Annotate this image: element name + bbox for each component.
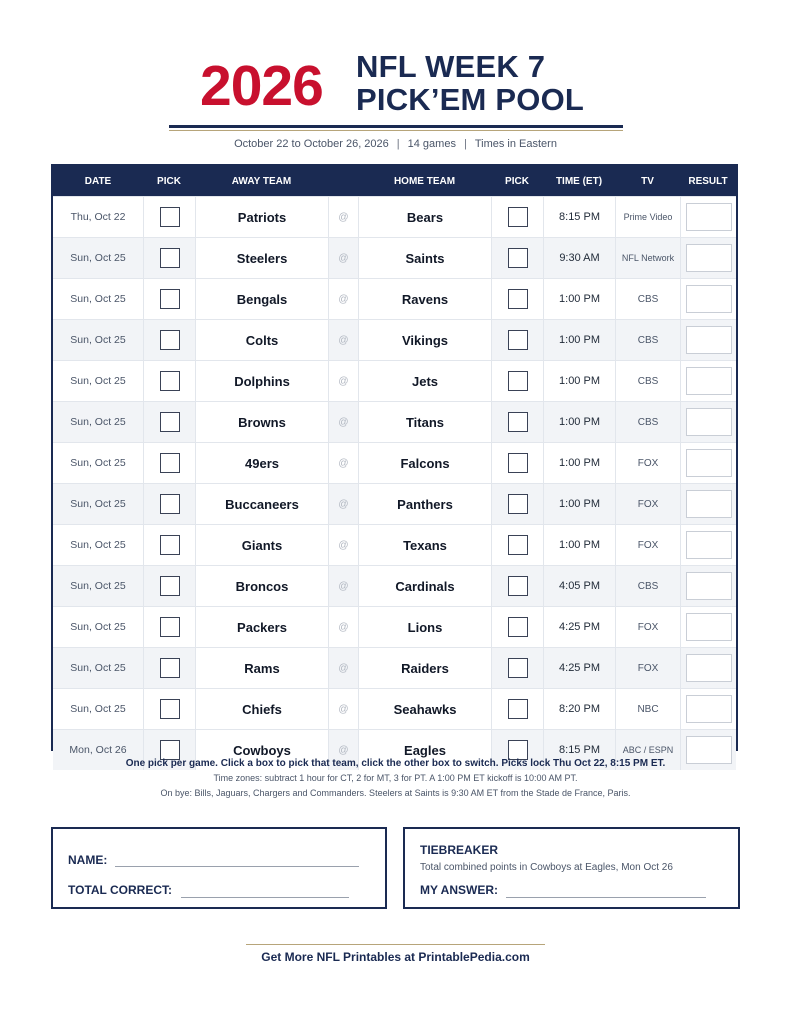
away-team: Giants [195,525,328,565]
entry-box [51,827,387,909]
table-row [53,401,736,442]
home-pick-checkbox[interactable] [508,494,528,514]
away-pick-cell [143,689,195,729]
home-team: Cardinals [358,566,491,606]
kickoff-time: 1:00 PM [543,279,615,319]
game-date: Sun, Oct 25 [70,703,126,715]
result-cell [680,566,736,606]
table-row [53,483,736,524]
tv-network: FOX [615,525,680,565]
result-cell [680,525,736,565]
my-answer-field[interactable] [506,897,706,898]
tv-network: FOX [615,443,680,483]
tv-network: Prime Video [615,197,680,237]
away-pick-checkbox[interactable] [160,289,180,309]
result-cell [680,607,736,647]
instructions-bye-teams: On bye: Bills, Jaguars, Chargers and Commanders. Steelers at Saints is 9:30 AM ET from the Stade de France, Paris. [160,788,631,798]
result-field[interactable] [686,613,732,641]
game-date: Sun, Oct 25 [70,457,126,469]
table-row [53,565,736,606]
at-symbol: @ [328,443,358,483]
kickoff-time: 1:00 PM [543,484,615,524]
game-date: Sun, Oct 25 [70,334,126,346]
game-date: Sun, Oct 25 [70,621,126,633]
away-team: 49ers [195,443,328,483]
away-pick-checkbox[interactable] [160,535,180,555]
away-pick-cell [143,279,195,319]
column-header-time: TIME (ET) [555,175,603,187]
home-pick-cell [491,566,543,606]
home-team: Raiders [358,648,491,688]
column-header-result: RESULT [688,175,728,187]
kickoff-time: 1:00 PM [543,361,615,401]
tiebreaker-description: Total combined points in Cowboys at Eagles, Mon Oct 26 [420,862,673,873]
column-header-home-team: HOME TEAM [393,175,456,187]
at-symbol: @ [328,689,358,729]
away-pick-cell [143,197,195,237]
header-rule-gold [169,130,623,131]
result-cell [680,648,736,688]
away-pick-cell [143,320,195,360]
away-pick-cell [143,525,195,565]
tv-network: NBC [615,689,680,729]
result-cell [680,320,736,360]
tiebreaker-title: TIEBREAKER [420,843,499,857]
table-row [53,524,736,565]
away-pick-checkbox[interactable] [160,699,180,719]
column-header-away-team: AWAY TEAM [231,175,292,187]
away-team: Bengals [195,279,328,319]
kickoff-time: 1:00 PM [543,525,615,565]
tv-network: FOX [615,484,680,524]
footer-rule [246,944,545,945]
home-pick-checkbox[interactable] [508,617,528,637]
title-line-1: NFL WEEK 7 [356,49,546,84]
kickoff-time: 1:00 PM [543,320,615,360]
home-pick-checkbox[interactable] [508,207,528,227]
at-symbol: @ [328,238,358,278]
result-field[interactable] [686,490,732,518]
home-pick-cell [491,525,543,565]
result-field[interactable] [686,244,732,272]
home-team: Saints [358,238,491,278]
home-pick-checkbox[interactable] [508,576,528,596]
away-team: Dolphins [195,361,328,401]
table-row [53,319,736,360]
game-date: Sun, Oct 25 [70,662,126,674]
subtitle-dates: October 22 to October 26, 2026 [234,138,389,150]
away-team: Browns [195,402,328,442]
tv-network: ABC / ESPN [615,730,680,770]
table-body [53,196,736,770]
result-cell [680,402,736,442]
name-field[interactable] [115,866,359,867]
home-pick-cell [491,402,543,442]
away-pick-cell [143,361,195,401]
result-field[interactable] [686,654,732,682]
kickoff-time: 4:25 PM [543,607,615,647]
game-date: Thu, Oct 22 [70,211,126,223]
game-date: Sun, Oct 25 [70,539,126,551]
home-team: Falcons [358,443,491,483]
page-header [0,48,791,120]
away-pick-cell [143,566,195,606]
away-pick-checkbox[interactable] [160,494,180,514]
at-symbol: @ [328,197,358,237]
tv-network: CBS [615,320,680,360]
at-symbol: @ [328,525,358,565]
game-date: Sun, Oct 25 [70,498,126,510]
home-pick-cell [491,648,543,688]
home-team: Lions [358,607,491,647]
home-pick-checkbox[interactable] [508,330,528,350]
away-pick-cell [143,402,195,442]
header-rule-navy [169,125,623,128]
away-team: Chiefs [195,689,328,729]
result-cell [680,361,736,401]
away-team: Colts [195,320,328,360]
tv-network: CBS [615,402,680,442]
home-pick-cell [491,484,543,524]
away-pick-checkbox[interactable] [160,330,180,350]
home-pick-checkbox[interactable] [508,289,528,309]
subtitle-separator: | [396,138,400,150]
away-pick-checkbox[interactable] [160,453,180,473]
table-row [53,606,736,647]
result-field[interactable] [686,695,732,723]
home-pick-cell [491,320,543,360]
result-field[interactable] [686,326,732,354]
at-symbol: @ [328,361,358,401]
footer-link[interactable]: Get More NFL Printables at PrintablePedia.com [261,950,530,964]
result-field[interactable] [686,367,732,395]
at-symbol: @ [328,402,358,442]
table-row [53,237,736,278]
away-team: Rams [195,648,328,688]
table-header [53,166,736,196]
column-header-away-pick: PICK [157,175,181,187]
away-pick-cell [143,648,195,688]
table-row [53,360,736,401]
home-pick-cell [491,197,543,237]
away-pick-cell [143,484,195,524]
column-header-date: DATE [84,175,112,187]
away-team: Patriots [195,197,328,237]
result-field[interactable] [686,285,732,313]
at-symbol: @ [328,484,358,524]
at-symbol: @ [328,279,358,319]
away-pick-cell [143,443,195,483]
home-team: Texans [358,525,491,565]
result-field[interactable] [686,203,732,231]
result-field[interactable] [686,408,732,436]
game-date: Sun, Oct 25 [70,375,126,387]
kickoff-time: 1:00 PM [543,402,615,442]
game-date: Sun, Oct 25 [70,252,126,264]
result-field[interactable] [686,572,732,600]
result-cell [680,197,736,237]
home-pick-checkbox[interactable] [508,248,528,268]
kickoff-time: 9:30 AM [543,238,615,278]
season-year: 2026 [200,54,323,118]
home-pick-cell [491,279,543,319]
at-symbol: @ [328,566,358,606]
tv-network: FOX [615,648,680,688]
instructions [0,757,791,800]
away-pick-checkbox[interactable] [160,576,180,596]
result-cell [680,443,736,483]
away-team: Buccaneers [195,484,328,524]
home-pick-checkbox[interactable] [508,699,528,719]
subtitle-separator: | [463,138,467,150]
tv-network: CBS [615,361,680,401]
home-pick-checkbox[interactable] [508,453,528,473]
table-row [53,196,736,237]
tv-network: FOX [615,607,680,647]
home-team: Vikings [358,320,491,360]
home-pick-cell [491,361,543,401]
game-date: Mon, Oct 26 [69,744,127,756]
home-pick-cell [491,238,543,278]
column-header-tv: TV [641,175,654,187]
tv-network: CBS [615,279,680,319]
at-symbol: @ [328,648,358,688]
away-pick-checkbox[interactable] [160,207,180,227]
kickoff-time: 4:05 PM [543,566,615,606]
away-pick-cell [143,607,195,647]
away-pick-checkbox[interactable] [160,371,180,391]
result-cell [680,689,736,729]
home-team: Titans [358,402,491,442]
at-symbol: @ [328,730,358,770]
page-title [356,50,584,116]
home-pick-cell [491,443,543,483]
subtitle-games: 14 games [407,138,456,150]
picks-table [51,164,738,758]
home-team: Jets [358,361,491,401]
away-pick-checkbox[interactable] [160,248,180,268]
kickoff-time: 8:15 PM [543,730,615,770]
home-pick-checkbox[interactable] [508,371,528,391]
home-pick-cell [491,689,543,729]
away-team: Cowboys [195,730,328,770]
away-pick-cell [143,238,195,278]
home-team: Seahawks [358,689,491,729]
tiebreaker-box [403,827,740,909]
home-team: Panthers [358,484,491,524]
away-team: Packers [195,607,328,647]
name-label: NAME: [68,853,108,867]
result-cell [680,238,736,278]
total-correct-label: TOTAL CORRECT: [68,883,172,897]
table-row [53,688,736,729]
at-symbol: @ [328,607,358,647]
home-team: Ravens [358,279,491,319]
my-answer-label: MY ANSWER: [420,883,498,897]
column-header-at [328,166,358,196]
home-pick-cell [491,607,543,647]
column-header-home-pick: PICK [505,175,529,187]
total-correct-field[interactable] [181,897,349,898]
game-date: Sun, Oct 25 [70,416,126,428]
result-cell [680,484,736,524]
kickoff-time: 8:15 PM [543,197,615,237]
result-cell [680,279,736,319]
away-pick-checkbox[interactable] [160,412,180,432]
tv-network: NFL Network [615,238,680,278]
subtitle [0,138,791,150]
home-pick-checkbox[interactable] [508,658,528,678]
kickoff-time: 8:20 PM [543,689,615,729]
home-team: Eagles [358,730,491,770]
table-row [53,442,736,483]
instructions-time-zones: Time zones: subtract 1 hour for CT, 2 for MT, 3 for PT. A 1:00 PM ET kickoff is 10:00 AM PT. [213,773,578,783]
instructions-pick-rules: One pick per game. Click a box to pick that team, click the other box to switch. Picks lock Thu Oct 22, 8:15 PM ET. [125,758,666,769]
result-field[interactable] [686,449,732,477]
table-row [53,278,736,319]
kickoff-time: 4:25 PM [543,648,615,688]
kickoff-time: 1:00 PM [543,443,615,483]
away-pick-checkbox[interactable] [160,658,180,678]
game-date: Sun, Oct 25 [70,580,126,592]
away-team: Broncos [195,566,328,606]
game-date: Sun, Oct 25 [70,293,126,305]
away-team: Steelers [195,238,328,278]
table-row [53,647,736,688]
subtitle-times: Times in Eastern [474,138,557,150]
tv-network: CBS [615,566,680,606]
home-pick-checkbox[interactable] [508,535,528,555]
home-team: Bears [358,197,491,237]
away-pick-checkbox[interactable] [160,617,180,637]
result-field[interactable] [686,531,732,559]
home-pick-checkbox[interactable] [508,412,528,432]
title-line-2: PICK’EM POOL [356,82,585,117]
at-symbol: @ [328,320,358,360]
